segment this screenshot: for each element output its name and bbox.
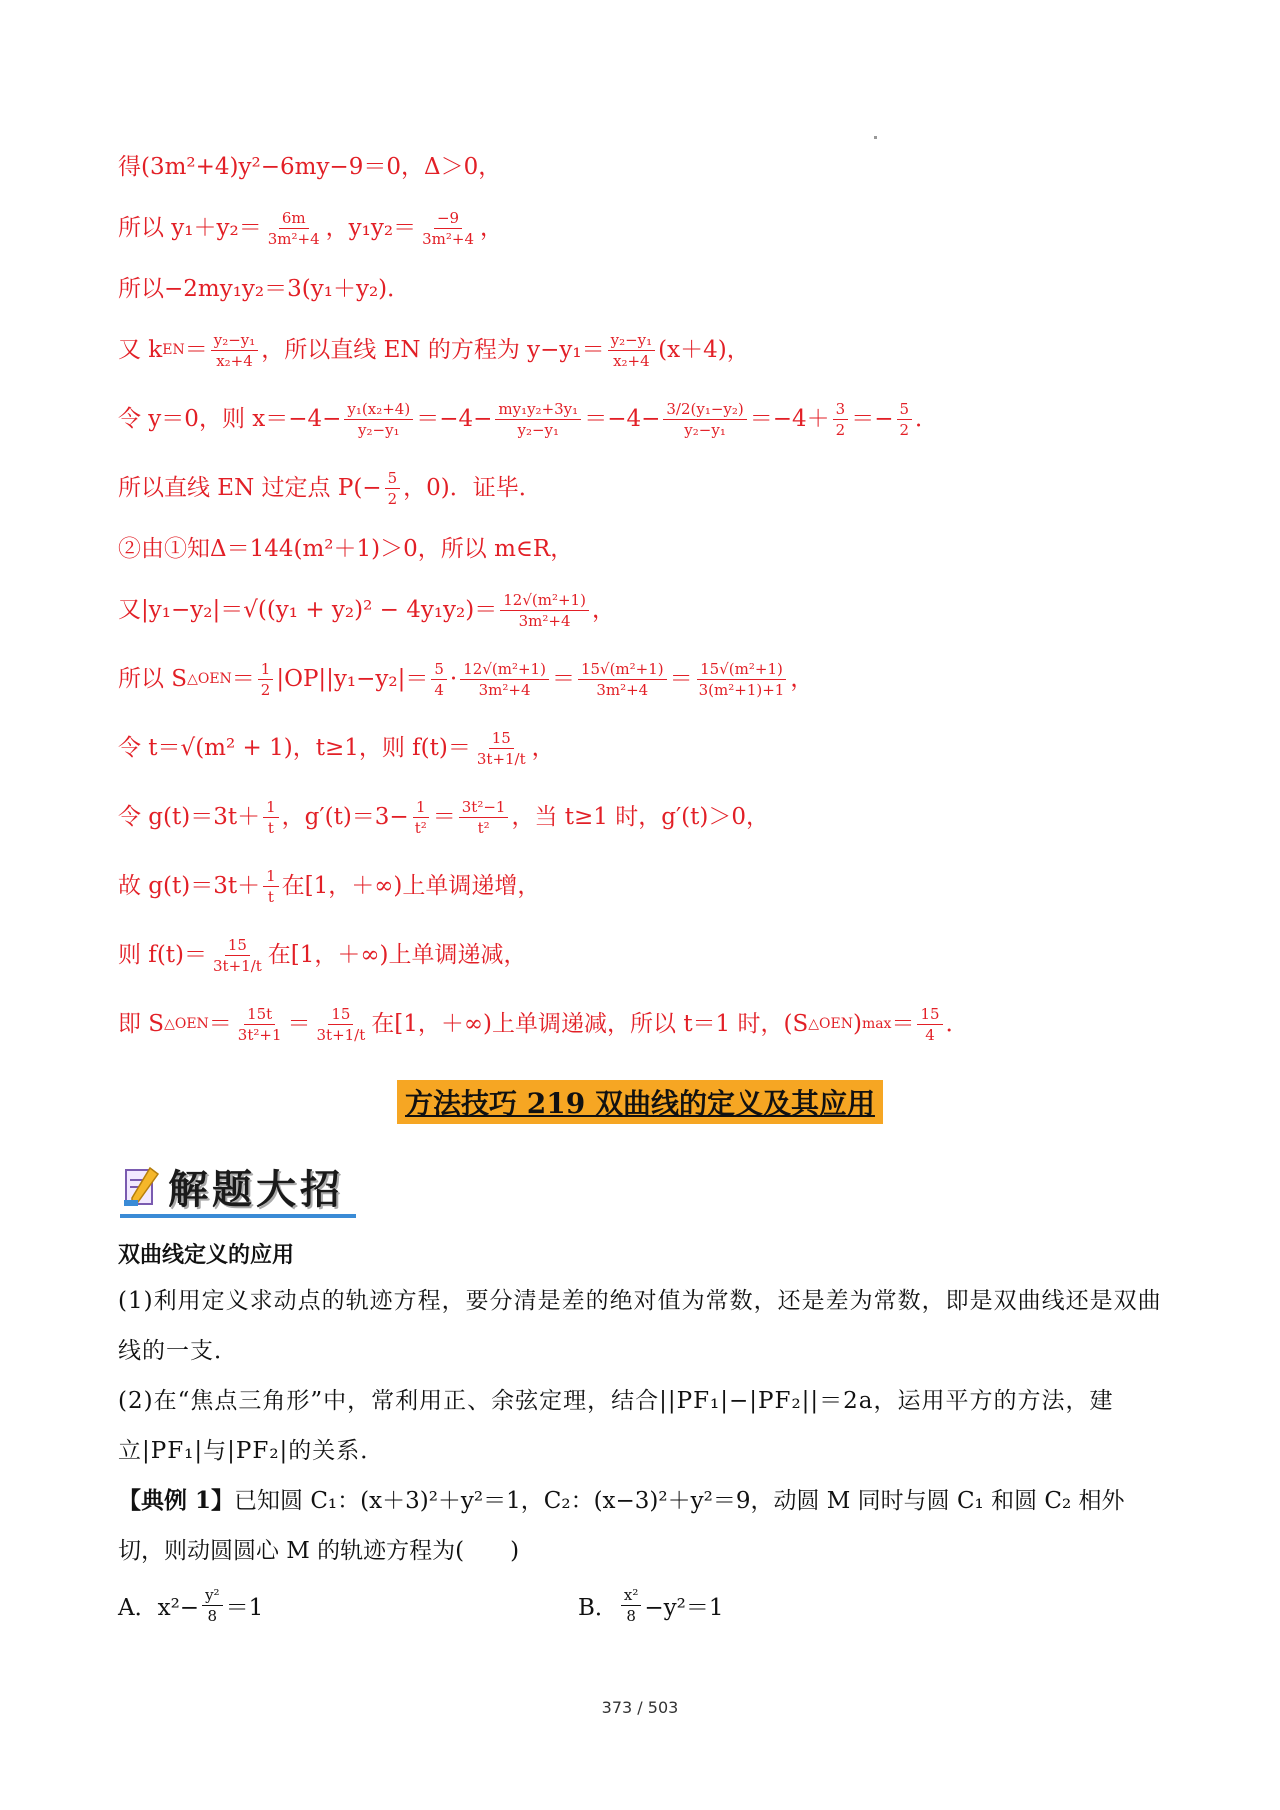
solution-line: 所以 S △OEN ＝ $\frac{1}{2}$ |OP||y₁−y₂|＝ $\frac{5}{4}$ · $\frac{\text{12√(m²+1)}}{\text{3m²+4}}$ ＝ $\frac{\text{15√(m²+1)}}{\text{3m²+4}}$ ＝ $\frac{\text{15√(m²+1)}}{\text{3(m²+1)+1}}$ ， (118, 659, 814, 699)
fraction: $\frac{\text{3t²−1}}{\text{t²}}$ (459, 798, 509, 837)
solution-line: 令 y＝0，则 x＝−4− $\frac{\text{y₁(x₂+4)}}{\text{y₂−y₁}}$ ＝−4− $\frac{\text{my₁y₂+3y₁}}{\text{y₂−y₁}}$ ＝−4− $\frac{\text{3/2(y₁−y₂)}}{\text{y₂−y₁}}$ ＝−4＋ $\frac{3}{2}$ ＝− $\frac{5}{2}$ ． (118, 399, 939, 439)
solution-line: 又 k EN ＝ $\frac{\text{y₂−y₁}}{\text{x₂+4}}$ ，所以直线 EN 的方程为 y−y₁＝ $\frac{\text{y₂−y₁}}{\text{x₂+4}}$ (x＋4)， (118, 330, 750, 370)
solution-line: 令 g(t)＝3t＋ $\frac{1}{t}$ ，g′(t)＝3− $\frac{1}{\text{t²}}$ ＝ $\frac{\text{3t²−1}}{\text{t²}}$ ，当 t≥1 时，g′(t)＞0， (118, 797, 769, 837)
fraction: $\frac{\text{y₂−y₁}}{\text{x₂+4}}$ (608, 331, 656, 370)
page-number: 373 / 503 (601, 1698, 679, 1717)
solution-line: 所以直线 EN 过定点 P(− $\frac{5}{2}$ ，0)．证毕． (118, 468, 542, 508)
section-heading-wrap (0, 1080, 1280, 1124)
example-tag: 【典例 1】 (118, 1487, 235, 1514)
fraction: $\frac{1}{\text{t²}}$ (414, 797, 427, 837)
pencil-notebook-icon (120, 1162, 162, 1210)
solution-block (118, 150, 1178, 1068)
fraction: $\frac{1}{t}$ (263, 798, 279, 837)
banner-title: 解题大招 (168, 1165, 344, 1213)
answer-options (118, 1586, 1168, 1625)
paragraph-1: (1)利用定义求动点的轨迹方程，要分清是差的绝对值为常数，还是差为常数，即是双曲线还是双曲线的一支． (118, 1288, 1162, 1364)
fraction: $\frac{-9}{\text{3m²+4}}$ (422, 208, 474, 248)
fraction: $\frac{\text{15√(m²+1)}}{\text{3(m²+1)+1}}$ (698, 659, 785, 699)
fraction: $\frac{\text{my₁y₂+3y₁}}{\text{y₂−y₁}}$ (495, 400, 581, 439)
fraction: $\frac{5}{4}$ (431, 660, 447, 699)
subheading: 双曲线定义的应用 (118, 1243, 295, 1268)
fraction: $\frac{\text{y₂−y₁}}{\text{x₂+4}}$ (211, 331, 259, 370)
fraction: $\frac{3}{2}$ (833, 400, 849, 439)
fraction: $\frac{5}{2}$ (897, 400, 913, 439)
solution-line: 又|y₁−y₂|＝√((y₁ + y₂)² − 4y₁y₂)＝ $\frac{\text{12√(m²+1)}}{\text{3m²+4}}$ ， (118, 590, 615, 630)
fraction: $\frac{\text{y₁(x₂+4)}}{\text{y₂−y₁}}$ (344, 400, 413, 439)
fraction: $\frac{15}{3t+1/t}$ (316, 1004, 366, 1044)
solution-line: 即 S △OEN ＝ $\frac{15t}{\text{3t²+1}}$ ＝ $\frac{15}{3t+1/t}$ 在[1，＋∞)上单调递减，所以 t＝1 时，(S △OEN ) max ＝ $\frac{15}{4}$ ． (118, 1004, 969, 1044)
stray-mark (874, 136, 877, 139)
fraction: $\frac{15t}{\text{3t²+1}}$ (237, 1004, 282, 1044)
fraction: $\frac{1}{2}$ (258, 660, 274, 699)
option-b: B． $\frac{\text{x²}}{8}$ −y²＝1 (578, 1586, 724, 1625)
fraction: $\frac{\text{12√(m²+1)}}{\text{3m²+4}}$ (460, 660, 549, 699)
fraction: $\frac{\text{x²}}{8}$ (621, 1586, 641, 1625)
fraction: $\frac{15}{3t+1/t}$ (213, 935, 262, 975)
fraction: $\frac{6m}{\text{3m²+4}}$ (267, 208, 320, 248)
example-question (118, 1476, 1168, 1576)
solution-line: 则 f(t)＝ $\frac{15}{3t+1/t}$ 在[1，＋∞)上单调递减， (118, 935, 527, 975)
fraction: $\frac{1}{t}$ (263, 867, 279, 906)
solution-line: 故 g(t)＝3t＋ $\frac{1}{t}$ 在[1，＋∞)上单调递增， (118, 866, 541, 906)
fraction: $\frac{5}{2}$ (385, 469, 401, 508)
section-heading: 方法技巧 219 双曲线的定义及其应用 (397, 1080, 883, 1124)
fraction: $\frac{\text{3/2(y₁−y₂)}}{\text{y₂−y₁}}$ (663, 400, 746, 439)
banner-underline (120, 1214, 356, 1218)
option-a: A．x²− $\frac{\text{y²}}{8}$ ＝1 (118, 1586, 264, 1625)
method-section (118, 1236, 1168, 1625)
solution-line: 所以−2my₁y₂＝3(y₁＋y₂)． (118, 276, 411, 302)
solution-line: 所以 y₁＋y₂＝ $\frac{6m}{\text{3m²+4}}$ ，y₁y₂＝ $\frac{-9}{\text{3m²+4}}$ ， (118, 208, 503, 248)
fraction: $\frac{\text{15√(m²+1)}}{\text{3m²+4}}$ (578, 660, 667, 699)
fraction: $\frac{15}{3t+1/t}$ (476, 728, 526, 768)
solution-line: 令 t＝√(m² + 1)，t≥1，则 f(t)＝ $\frac{15}{3t+1/t}$ ， (118, 728, 555, 768)
example-text: 已知圆 C₁：(x＋3)²＋y²＝1，C₂：(x−3)²＋y²＝9，动圆 M 同时与圆 C₁ 和圆 C₂ 相外切，则动圆圆心 M 的轨迹方程为( ) (118, 1488, 1125, 1564)
fraction: $\frac{\text{12√(m²+1)}}{\text{3m²+4}}$ (500, 591, 589, 630)
banner (120, 1158, 344, 1214)
fraction: $\frac{15}{4}$ (917, 1005, 942, 1044)
paragraph-2: (2)在“焦点三角形”中，常利用正、余弦定理，结合||PF₁|−|PF₂||＝2a，运用平方的方法，建立|PF₁|与|PF₂|的关系． (118, 1388, 1114, 1464)
solution-line: ②由①知Δ＝144(m²＋1)＞0，所以 m∈R， (118, 536, 574, 562)
fraction: $\frac{\text{y²}}{8}$ (202, 1586, 223, 1625)
solution-line: 得(3m²+4)y²−6my−9＝0，Δ＞0， (118, 154, 502, 180)
